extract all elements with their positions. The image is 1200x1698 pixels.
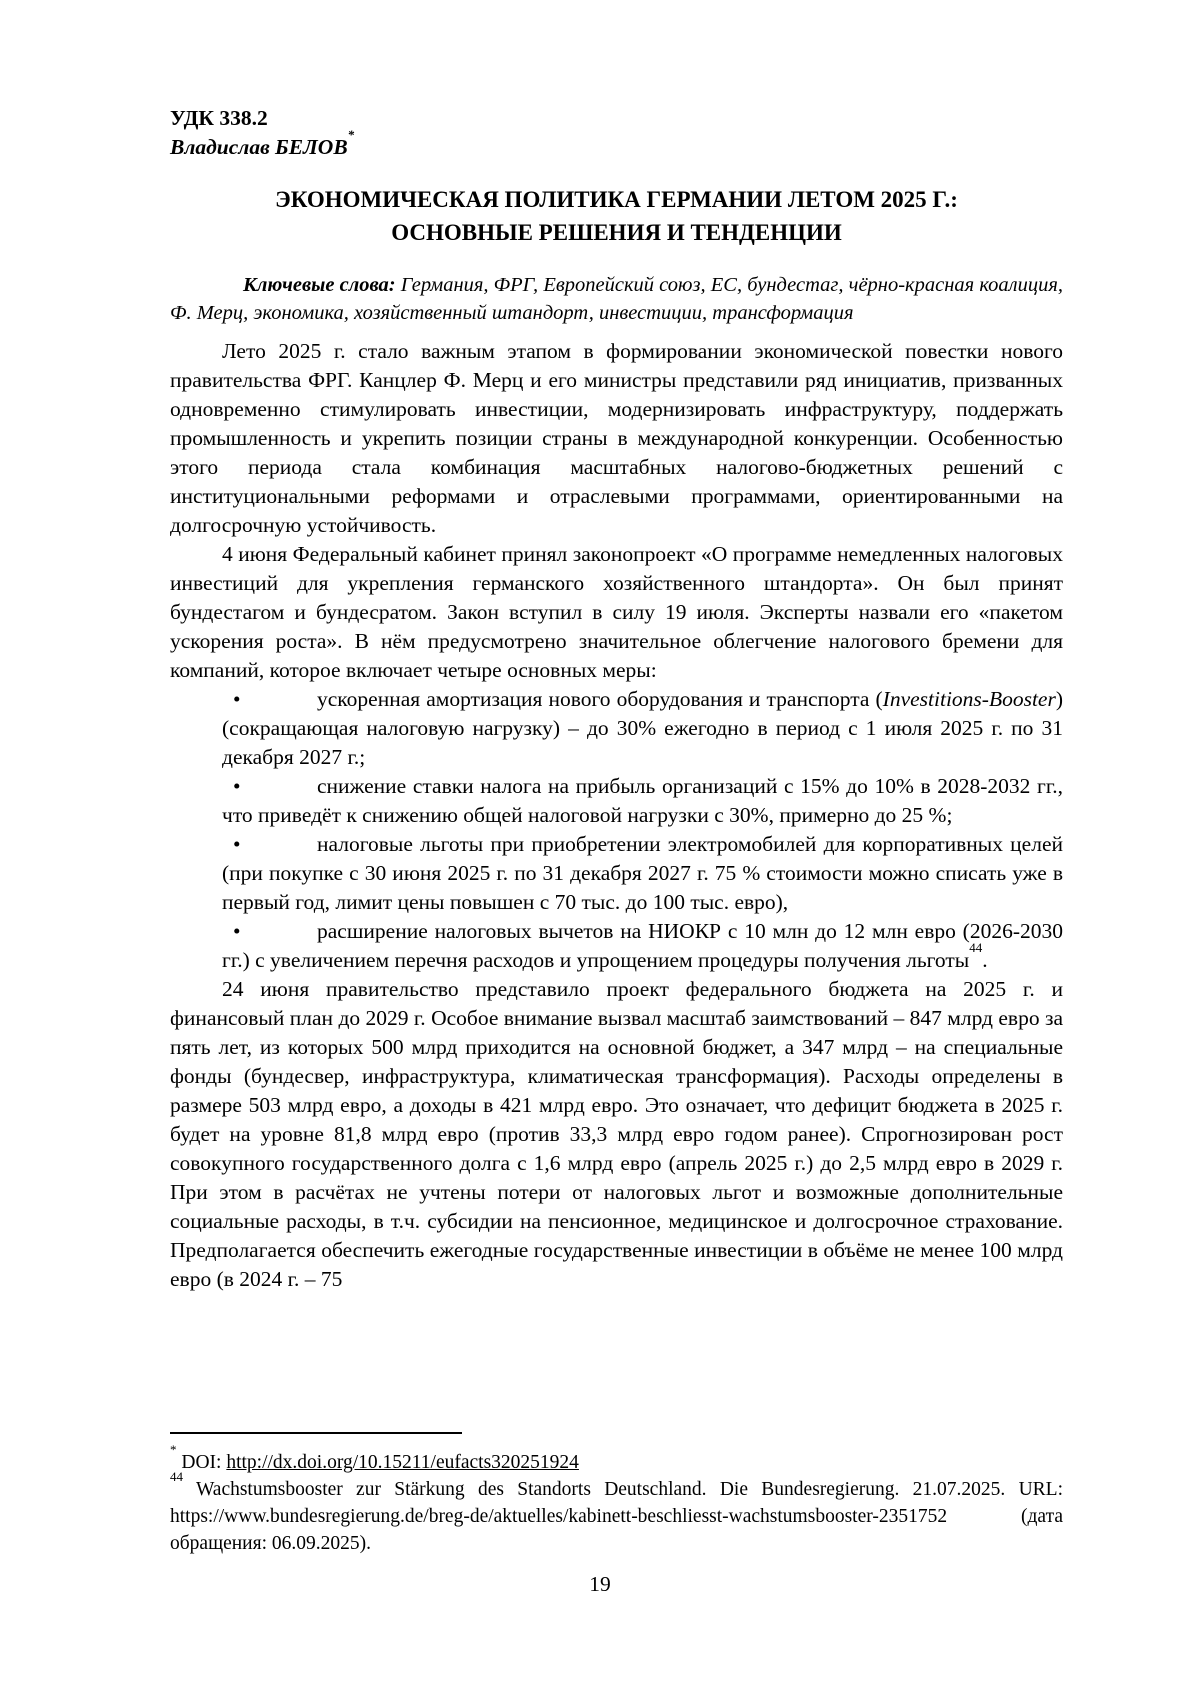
doi-link[interactable]: http://dx.doi.org/10.15211/eufacts320251924 (226, 1452, 579, 1473)
bullet-item-ev-benefits (222, 830, 1063, 917)
title-line-1: ЭКОНОМИЧЕСКАЯ ПОЛИТИКА ГЕРМАНИИ ЛЕТОМ 2025 Г.: (275, 187, 958, 212)
bullet-4-text-tail: . (982, 948, 988, 972)
bullet-4-text: расширение налоговых вычетов на НИОКР с 10 млн до 12 млн евро (2026-2030 гг.) с увеличением перечня расходов и упрощением процедуры получения льготы (222, 919, 1063, 972)
author-footnote-mark: * (347, 126, 355, 142)
bullet-marker: • (233, 774, 241, 798)
udk-number: УДК 338.2 (170, 106, 268, 130)
bullet-marker: • (233, 687, 241, 711)
keywords-label: Ключевые слова: (243, 274, 396, 296)
keywords-line (170, 272, 1063, 327)
keywords-text: Германия, ФРГ, Европейский союз, ЕС, бундестаг, чёрно-красная коалиция, Ф. Мерц, экономика, хозяйственный штандорт, инвестиции, трансформация (170, 274, 1063, 324)
footnote-separator (170, 1432, 462, 1434)
bullet-1-text-tail: ) (сокращающая налоговую нагрузку) – до 30% ежегодно в период с 1 июля 2025 г. по 31 декабря 2027 г.; (222, 687, 1063, 769)
bullet-1-text: ускоренная амортизация нового оборудования и транспорта ( (317, 687, 883, 711)
footnote-44-text: Wachstumsbooster zur Stärkung des Standorts Deutschland. Die Bundesregierung. 21.07.2025. URL: https://www.bundesregierung.de/breg-de/aktuelles/kabinett-beschliesst-wachstumsbooster-2351752 (дата обращения: 06.09.2025). (170, 1479, 1063, 1554)
bullet-item-profit-tax (222, 772, 1063, 830)
paragraph-june-4-law: 4 июня Федеральный кабинет принял законопроект «О программе немедленных налоговых инвестиций для укрепления германского хозяйственного штандорта». Он был принят бундестагом и бундесратом. Закон вступил в силу 19 июля. Эксперты назвали его «пакетом ускорения роста». В нём предусмотрено значительное облегчение налогового бремени для компаний, которое включает четыре основных меры: (170, 542, 1063, 682)
paragraph-june-24-budget: 24 июня правительство представило проект федерального бюджета на 2025 г. и финансовый план до 2029 г. Особое внимание вызвал масштаб заимствований – 847 млрд евро за пять лет, из которых 500 млрд приходится на основной бюджет, а 347 млрд – на специальные фонды (бундесвер, инфраструктура, климатическая трансформация). Расходы определены в размере 503 млрд евро, а доходы в 421 млрд евро. Это означает, что дефицит бюджета в 2025 г. будет на уровне 81,8 млрд евро (против 33,3 млрд евро годом ранее). Спрогнозирован рост совокупного государственного долга с 1,6 млрд евро (апрель 2025 г.) до 2,5 млрд евро в 2029 г. При этом в расчётах не учтены потери от налоговых льгот и возможные дополнительные социальные расходы, в т.ч. субсидии на пенсионное, медицинское и долгосрочное страхование. Предполагается обеспечить ежегодные государственные инвестиции в объёме не менее 100 млрд евро (в 2024 г. – 75 (170, 977, 1063, 1291)
footnote-44-mark: 44 (170, 1468, 183, 1484)
page-number: 19 (589, 1572, 611, 1596)
footnote-doi-mark: * (170, 1441, 177, 1457)
title-line-2: ОСНОВНЫЕ РЕШЕНИЯ И ТЕНДЕНЦИИ (391, 220, 842, 245)
article-title (170, 183, 1063, 249)
bullet-item-rd-deductions (222, 917, 1063, 975)
bullet-marker: • (233, 919, 241, 943)
author-line (170, 126, 1063, 162)
author-name: Владислав БЕЛОВ (170, 135, 348, 159)
bullet-marker: • (233, 832, 241, 856)
bullet-item-investitions-booster (222, 685, 1063, 772)
article-body (170, 337, 1063, 1294)
bullet-2-text: снижение ставки налога на прибыль организаций с 15% до 10% в 2028-2032 гг., что приведёт к снижению общей налоговой нагрузки с 30%, примерно до 25 %; (222, 774, 1063, 827)
bullet-3-text: налоговые льготы при приобретении электромобилей для корпоративных целей (при покупке с 30 июня 2025 г. по 31 декабря 2027 г. 75 % стоимости можно списать уже в первый год, лимит цены повышен с 70 тыс. до 100 тыс. евро), (222, 832, 1063, 914)
footnote-44 (170, 1468, 1063, 1557)
footnote-doi-label: DOI: (176, 1452, 227, 1473)
footnote-ref-44: 44 (969, 939, 983, 955)
bullet-1-italic-term: Investitions-Booster (882, 687, 1056, 711)
paragraph-summer-2025: Лето 2025 г. стало важным этапом в формировании экономической повестки нового правительства ФРГ. Канцлер Ф. Мерц и его министры представили ряд инициатив, призванных одновременно стимулировать инвестиции, модернизировать инфраструктуру, поддержать промышленность и укрепить позиции страны в международной конкуренции. Особенностью этого периода стала комбинация масштабных налогово-бюджетных решений с институциональными реформами и отраслевыми программами, ориентированными на долгосрочную устойчивость. (170, 339, 1063, 537)
footnote-area (170, 1432, 1063, 1557)
footnote-doi (170, 1441, 1063, 1476)
